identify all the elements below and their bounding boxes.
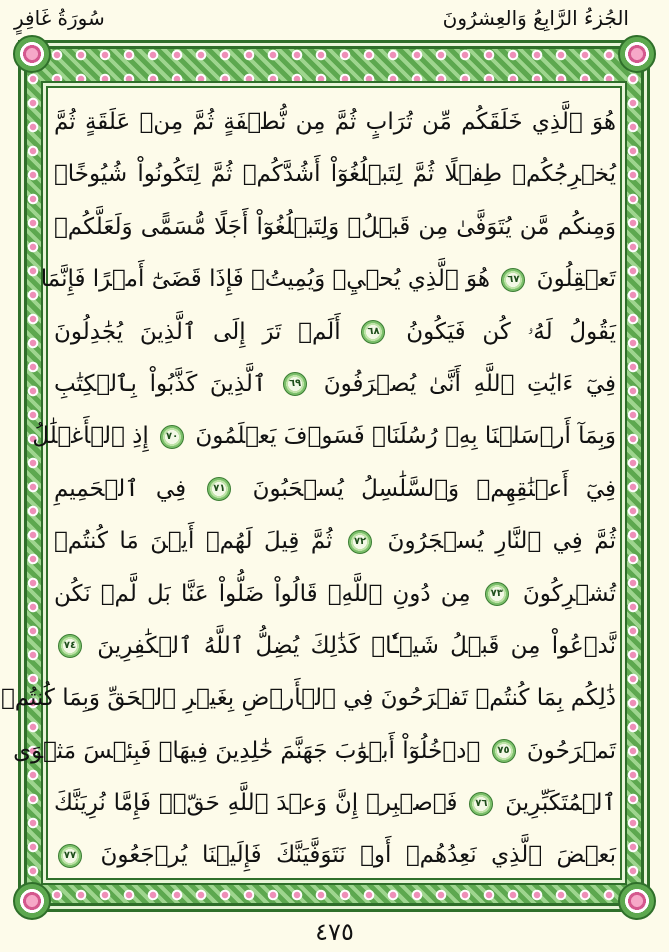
verse-line: تُشۡرِكُونَ ٧٣ مِن دُونِ ٱللَّهِۖ قَالُواْ ضَلُّواْ عَنَّا بَل لَّمۡ نَكُن: [54, 580, 617, 607]
page-header: [0, 0, 669, 42]
corner-ornament-icon: [13, 35, 51, 73]
verse-line: ذَٰلِكُم بِمَا كُنتُمۡ تَفۡرَحُونَ فِي ٱلۡأَرۡضِ بِغَيۡرِ ٱلۡحَقِّ وَبِمَا كُنتُمۡ: [0, 685, 616, 712]
ayah-marker: ٦٧: [501, 268, 525, 292]
ayah-marker: ٧٧: [58, 844, 82, 868]
juz-title: الجُزءُ الرَّابِعُ وَالعِشرُونَ: [442, 6, 629, 30]
verse-line: ثُمَّ فِي ٱلنَّارِ يُسۡجَرُونَ ٧٢ ثُمَّ قِيلَ لَهُمۡ أَيۡنَ مَا كُنتُمۡ: [54, 528, 616, 555]
verse-line: فِيٓ أَعۡنَٰقِهِمۡ وَٱلسَّلَٰسِلُ يُسۡحَبُونَ ٧١ فِي ٱلۡحَمِيمِ: [54, 475, 617, 502]
verse-lines: [0, 96, 617, 882]
ayah-marker: ٧٤: [58, 634, 82, 658]
verse-line: يَقُولُ لَهُۥ كُن فَيَكُونُ ٦٨ أَلَمۡ تَرَ إِلَى ٱلَّذِينَ يُجَٰدِلُونَ: [54, 318, 617, 345]
corner-ornament-icon: [618, 35, 656, 73]
corner-ornament-icon: [618, 882, 656, 920]
ayah-marker: ٧٥: [492, 739, 516, 763]
ayah-marker: ٧٢: [348, 530, 372, 554]
verse-line: وَبِمَآ أَرۡسَلۡنَا بِهِۦ رُسُلَنَاۖ فَسَوۡفَ يَعۡلَمُونَ ٧٠ إِذِ ٱلۡأَغۡلَٰلُ: [32, 423, 616, 450]
verse-line: وَمِنكُم مَّن يُتَوَفَّىٰ مِن قَبۡلُۖ وَلِتَبۡلُغُوٓاْ أَجَلًا مُّسَمًّى وَلَعَلَّكُمۡ: [54, 213, 616, 240]
ayah-marker: ٦٩: [283, 372, 307, 396]
verse-line: بَعۡضَ ٱلَّذِي نَعِدُهُمۡ أَوۡ نَتَوَفَّيَنَّكَ فَإِلَيۡنَا يُرۡجَعُونَ ٧٧: [54, 829, 616, 881]
verse-line: هُوَ ٱلَّذِي خَلَقَكُم مِّن تُرَابٍ ثُمَّ مِن نُّطۡفَةٍ ثُمَّ مِنۡ عَلَقَةٍ ثُمَّ: [54, 109, 616, 135]
ayah-marker: ٦٨: [361, 320, 385, 344]
verse-line: فِيٓ ءَايَٰتِ ٱللَّهِ أَنَّىٰ يُصۡرَفُونَ ٦٩ ٱلَّذِينَ كَذَّبُواْ بِٱلۡكِتَٰبِ: [54, 370, 616, 397]
verse-line: ٱلۡمُتَكَبِّرِينَ ٧٦ فَٱصۡبِرۡ إِنَّ وَعۡدَ ٱللَّهِ حَقّٞۚ فَإِمَّا نُرِيَنَّكَ: [54, 790, 617, 817]
corner-ornament-icon: [13, 882, 51, 920]
verse-line: تَعۡقِلُونَ ٦٧ هُوَ ٱلَّذِي يُحۡيِۦ وَيُمِيتُۖ فَإِذَا قَضَىٰٓ أَمۡرًا فَإِنَّمَا: [40, 266, 616, 293]
ayah-marker: ٧٣: [485, 582, 509, 606]
ayah-marker: ٧١: [207, 477, 231, 501]
page-number: ٤٧٥: [315, 918, 354, 946]
surah-title: سُورَةُ غَافِرٍ: [14, 6, 105, 30]
verse-line: يُخۡرِجُكُمۡ طِفۡلًا ثُمَّ لِتَبۡلُغُوٓاْ أَشُدَّكُمۡ ثُمَّ لِتَكُونُواْ شُيُوخًاۚ: [54, 161, 616, 188]
verse-line: تَمۡرَحُونَ ٧٥ ٱدۡخُلُوٓاْ أَبۡوَٰبَ جَهَنَّمَ خَٰلِدِينَ فِيهَاۖ فَبِئۡسَ مَثۡوَى: [13, 737, 616, 764]
ayah-marker: ٧٠: [160, 425, 184, 449]
verse-line: نَّدۡعُواْ مِن قَبۡلُ شَيۡـٔٗاۚ كَذَٰلِكَ يُضِلُّ ٱللَّهُ ٱلۡكَٰفِرِينَ ٧٤: [54, 620, 616, 672]
ayah-marker: ٧٦: [469, 792, 493, 816]
